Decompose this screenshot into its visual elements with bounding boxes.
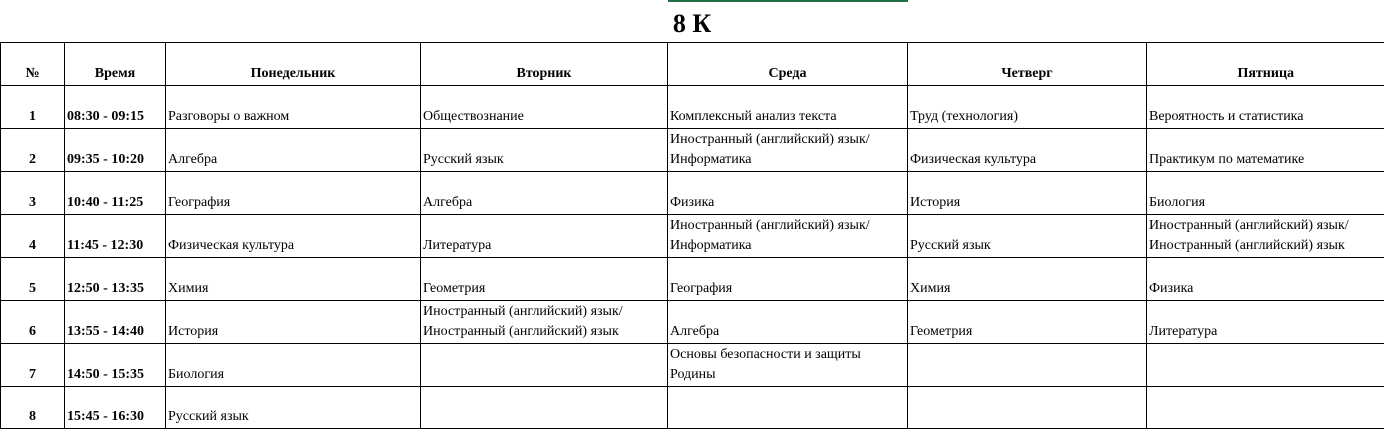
lesson-time-cell[interactable]: 12:50 - 13:35	[65, 258, 166, 301]
subject-text: Иностранный (английский) язык/	[423, 302, 665, 322]
subject-text: Геометрия	[910, 322, 1144, 342]
subject-text: Алгебра	[423, 193, 665, 213]
subject-text: Биология	[168, 365, 418, 385]
table-row	[1, 387, 1384, 429]
subject-text: Иностранный (английский) язык/	[670, 130, 905, 150]
subject-text: Вероятность и статистика	[1149, 107, 1383, 127]
subject-text: Физическая культура	[168, 236, 418, 256]
wednesday-subject-cell[interactable]	[668, 301, 908, 344]
page-title: 8 К	[0, 6, 1384, 42]
subject-text: Алгебра	[670, 322, 905, 342]
thursday-subject-cell[interactable]	[908, 172, 1147, 215]
subject-text: История	[168, 322, 418, 342]
lesson-number-cell[interactable]: 3	[1, 172, 65, 215]
subject-text: Родины	[670, 365, 905, 385]
subject-text: Информатика	[670, 150, 905, 170]
thursday-subject-cell[interactable]	[908, 86, 1147, 129]
subject-text: Обществознание	[423, 107, 665, 127]
header-row	[1, 43, 1384, 86]
subject-text: Комплексный анализ текста	[670, 107, 905, 127]
subject-text: География	[168, 193, 418, 213]
wednesday-subject-cell[interactable]	[668, 172, 908, 215]
wednesday-subject-cell[interactable]	[668, 344, 908, 387]
subject-text: Иностранный (английский) язык/	[1149, 216, 1383, 236]
lesson-number-cell[interactable]: 1	[1, 86, 65, 129]
header-time[interactable]: Время	[65, 43, 166, 86]
monday-subject-cell[interactable]	[166, 387, 421, 429]
table-row	[1, 258, 1384, 301]
friday-subject-cell[interactable]	[1147, 344, 1384, 387]
subject-text: Труд (технология)	[910, 107, 1144, 127]
subject-text: География	[670, 279, 905, 299]
subject-text: Физика	[1149, 279, 1383, 299]
thursday-subject-cell[interactable]	[908, 258, 1147, 301]
monday-subject-cell[interactable]	[166, 129, 421, 172]
lesson-number-cell[interactable]: 5	[1, 258, 65, 301]
monday-subject-cell[interactable]	[166, 86, 421, 129]
wednesday-subject-cell[interactable]	[668, 387, 908, 429]
subject-text: Информатика	[670, 236, 905, 256]
lesson-time-cell[interactable]: 11:45 - 12:30	[65, 215, 166, 258]
monday-subject-cell[interactable]	[166, 172, 421, 215]
subject-text: Иностранный (английский) язык/	[670, 216, 905, 236]
header-friday[interactable]: Пятница	[1147, 43, 1384, 86]
header-tuesday[interactable]: Вторник	[421, 43, 668, 86]
tuesday-subject-cell[interactable]	[421, 387, 668, 429]
subject-text: Разговоры о важном	[168, 107, 418, 127]
monday-subject-cell[interactable]	[166, 344, 421, 387]
subject-text: Иностранный (английский) язык	[423, 322, 665, 342]
tuesday-subject-cell[interactable]	[421, 86, 668, 129]
thursday-subject-cell[interactable]	[908, 344, 1147, 387]
friday-subject-cell[interactable]	[1147, 387, 1384, 429]
friday-subject-cell[interactable]	[1147, 301, 1384, 344]
tuesday-subject-cell[interactable]	[421, 344, 668, 387]
subject-text: Русский язык	[168, 407, 418, 427]
subject-text: Геометрия	[423, 279, 665, 299]
monday-subject-cell[interactable]	[166, 301, 421, 344]
lesson-time-cell[interactable]: 15:45 - 16:30	[65, 387, 166, 429]
wednesday-subject-cell[interactable]	[668, 129, 908, 172]
lesson-number-cell[interactable]: 8	[1, 387, 65, 429]
subject-text: Химия	[168, 279, 418, 299]
thursday-subject-cell[interactable]	[908, 129, 1147, 172]
header-num[interactable]: №	[1, 43, 65, 86]
table-row	[1, 172, 1384, 215]
subject-text: Русский язык	[423, 150, 665, 170]
lesson-time-cell[interactable]: 14:50 - 15:35	[65, 344, 166, 387]
friday-subject-cell[interactable]	[1147, 172, 1384, 215]
table-row	[1, 129, 1384, 172]
lesson-number-cell[interactable]: 2	[1, 129, 65, 172]
friday-subject-cell[interactable]	[1147, 215, 1384, 258]
table-row	[1, 215, 1384, 258]
subject-text: Физическая культура	[910, 150, 1144, 170]
header-wednesday[interactable]: Среда	[668, 43, 908, 86]
subject-text: Алгебра	[168, 150, 418, 170]
friday-subject-cell[interactable]	[1147, 86, 1384, 129]
lesson-number-cell[interactable]: 6	[1, 301, 65, 344]
schedule-body	[1, 86, 1384, 429]
schedule-table	[0, 42, 1384, 429]
thursday-subject-cell[interactable]	[908, 301, 1147, 344]
lesson-number-cell[interactable]: 4	[1, 215, 65, 258]
subject-text: Практикум по математике	[1149, 150, 1383, 170]
tuesday-subject-cell[interactable]	[421, 301, 668, 344]
subject-text: Русский язык	[910, 236, 1144, 256]
lesson-time-cell[interactable]: 09:35 - 10:20	[65, 129, 166, 172]
subject-text: Литература	[423, 236, 665, 256]
table-row	[1, 344, 1384, 387]
friday-subject-cell[interactable]	[1147, 258, 1384, 301]
cell-selection-accent	[668, 0, 908, 2]
lesson-time-cell[interactable]: 08:30 - 09:15	[65, 86, 166, 129]
tuesday-subject-cell[interactable]	[421, 258, 668, 301]
monday-subject-cell[interactable]	[166, 258, 421, 301]
lesson-time-cell[interactable]: 10:40 - 11:25	[65, 172, 166, 215]
friday-subject-cell[interactable]	[1147, 129, 1384, 172]
wednesday-subject-cell[interactable]	[668, 258, 908, 301]
subject-text: История	[910, 193, 1144, 213]
thursday-subject-cell[interactable]	[908, 387, 1147, 429]
subject-text: Основы безопасности и защиты	[670, 345, 905, 365]
tuesday-subject-cell[interactable]	[421, 172, 668, 215]
subject-text: Литература	[1149, 322, 1383, 342]
lesson-time-cell[interactable]: 13:55 - 14:40	[65, 301, 166, 344]
subject-text: Биология	[1149, 193, 1383, 213]
table-row	[1, 301, 1384, 344]
subject-text: Иностранный (английский) язык	[1149, 236, 1383, 256]
subject-text: Физика	[670, 193, 905, 213]
subject-text: Химия	[910, 279, 1144, 299]
monday-subject-cell[interactable]	[166, 215, 421, 258]
lesson-number-cell[interactable]: 7	[1, 344, 65, 387]
tuesday-subject-cell[interactable]	[421, 129, 668, 172]
header-thursday[interactable]: Четверг	[908, 43, 1147, 86]
header-monday[interactable]: Понедельник	[166, 43, 421, 86]
thursday-subject-cell[interactable]	[908, 215, 1147, 258]
table-row	[1, 86, 1384, 129]
wednesday-subject-cell[interactable]	[668, 86, 908, 129]
tuesday-subject-cell[interactable]	[421, 215, 668, 258]
wednesday-subject-cell[interactable]	[668, 215, 908, 258]
